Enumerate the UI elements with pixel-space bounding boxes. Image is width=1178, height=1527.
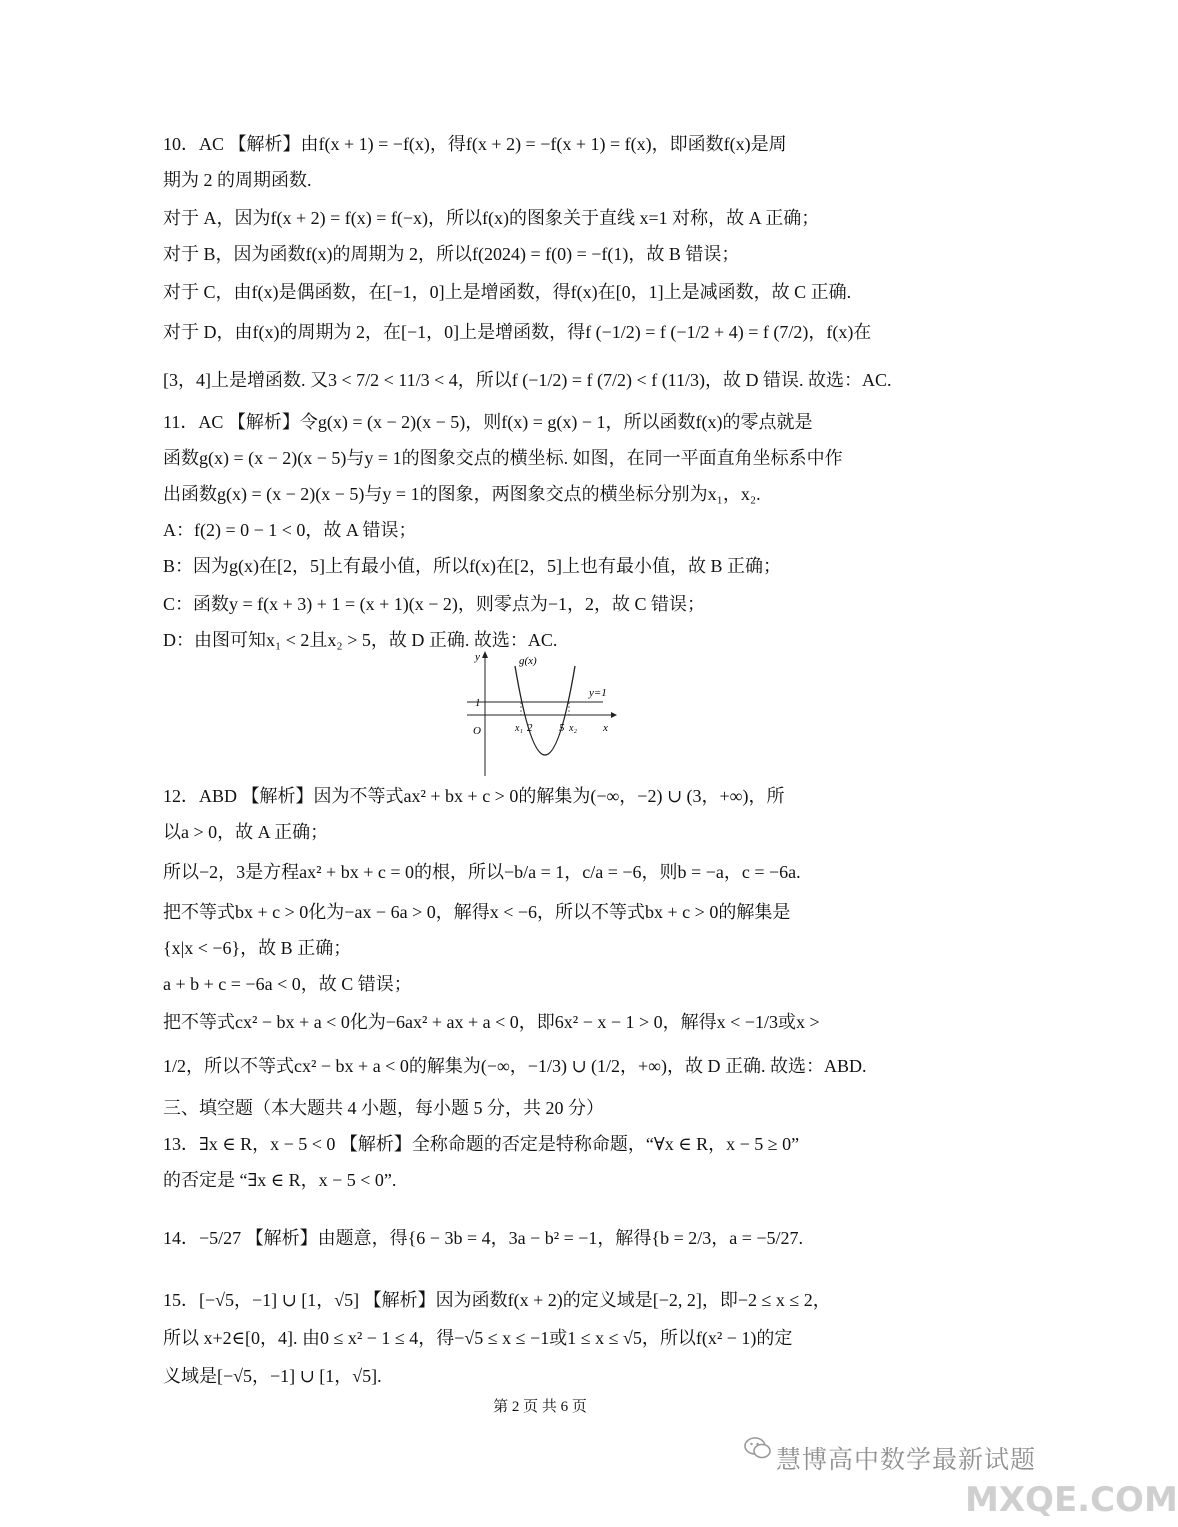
text-line: 把不等式bx + c > 0化为−ax − 6a > 0，解得x < −6，所以不等式bx + c > 0的解集是 — [163, 902, 791, 922]
x-axis-arrow — [611, 712, 617, 718]
text-line: 对于 C，由f(x)是偶函数，在[−1，0]上是增函数，得f(x)在[0，1]上是减函数，故 C 正确. — [163, 282, 852, 302]
text-line: 11．AC 【解析】令g(x) = (x − 2)(x − 5)，则f(x) = g(x) − 1，所以函数f(x)的零点就是 — [163, 412, 813, 432]
label-y1: y=1 — [589, 687, 607, 699]
page-footer: 第 2 页 共 6 页 — [493, 1399, 587, 1415]
label-origin: O — [473, 725, 481, 737]
text-line: a + b + c = −6a < 0，故 C 错误； — [163, 974, 412, 994]
text-line: 出函数g(x) = (x − 2)(x − 5)与y = 1的图象，两图象交点的横坐标分别为x₁，x₂. — [163, 484, 761, 504]
text-line: 对于 B，因为函数f(x)的周期为 2，所以f(2024) = f(0) = −f(1)，故 B 错误； — [163, 244, 740, 264]
label-one: 1 — [475, 697, 481, 709]
label-y: y — [475, 651, 480, 663]
text-line: 函数g(x) = (x − 2)(x − 5)与y = 1的图象交点的横坐标. 如图，在同一平面直角坐标系中作 — [163, 448, 843, 468]
label-two: 2 — [527, 722, 533, 734]
text-line: 10．AC 【解析】由f(x + 1) = −f(x)，得f(x + 2) = −f(x + 1) = f(x)，即函数f(x)是周 — [163, 134, 787, 154]
text-line: 义域是[−√5，−1] ∪ [1，√5]. — [163, 1366, 382, 1386]
label-x2: x₂ — [569, 723, 577, 734]
text-line: {x|x < −6}，故 B 正确； — [163, 938, 352, 958]
text-line: B：因为g(x)在[2，5]上有最小值，所以f(x)在[2，5]上也有最小值，故 B 正确； — [163, 556, 781, 576]
text-line: [3，4]上是增函数. 又3 < 7/2 < 11/3 < 4，所以f (−1/2) = f (7/2) < f (11/3)，故 D 错误. 故选：AC. — [163, 370, 892, 390]
text-line: 15．[−√5，−1] ∪ [1，√5] 【解析】因为函数f(x + 2)的定义域是[−2, 2]，即−2 ≤ x ≤ 2， — [163, 1290, 831, 1310]
section-heading: 三、填空题（本大题共 4 小题，每小题 5 分，共 20 分） — [163, 1098, 604, 1118]
text-line: 12．ABD 【解析】因为不等式ax² + bx + c > 0的解集为(−∞，−2) ∪ (3，+∞)，所 — [163, 786, 785, 806]
text-line: A：f(2) = 0 − 1 < 0，故 A 错误； — [163, 520, 417, 540]
label-x1: x₁ — [515, 723, 523, 734]
text-line: C：函数y = f(x + 3) + 1 = (x + 1)(x − 2)，则零点为−1，2，故 C 错误； — [163, 594, 706, 614]
text-line: 所以 x+2∈[0，4]. 由0 ≤ x² − 1 ≤ 4，得−√5 ≤ x ≤ −1或1 ≤ x ≤ √5，所以f(x² − 1)的定 — [163, 1328, 793, 1348]
text-line: 期为 2 的周期函数. — [163, 170, 312, 190]
parabola-g — [515, 666, 575, 755]
text-line: 所以−2，3是方程ax² + bx + c = 0的根，所以−b/a = 1，c/a = −6，则b = −a，c = −6a. — [163, 862, 801, 882]
label-x: x — [603, 722, 608, 734]
text-line: 以a > 0，故 A 正确； — [163, 822, 329, 842]
wechat-icon — [744, 1436, 772, 1460]
function-graph — [463, 648, 623, 778]
watermark-text: 慧博高中数学最新试题 — [776, 1445, 1037, 1474]
text-line: 把不等式cx² − bx + a < 0化为−6ax² + ax + a < 0，即6x² − x − 1 > 0，解得x < −1/3或x > — [163, 1012, 820, 1032]
text-line: 对于 A，因为f(x + 2) = f(x) = f(−x)，所以f(x)的图象关于直线 x=1 对称，故 A 正确； — [163, 208, 820, 228]
label-five: 5 — [559, 722, 565, 734]
text-line: 13．∃x ∈ R，x − 5 < 0 【解析】全称命题的否定是特称命题，“∀x ∈ R，x − 5 ≥ 0” — [163, 1134, 800, 1154]
text-line: 的否定是 “∃x ∈ R，x − 5 < 0”. — [163, 1170, 397, 1190]
watermark-logo: MXQE.COM — [965, 1480, 1178, 1520]
y-axis-arrow — [482, 651, 488, 658]
text-line: 对于 D，由f(x)的周期为 2，在[−1，0]上是增函数，得f (−1/2) = f (−1/2 + 4) = f (7/2)，f(x)在 — [163, 322, 872, 342]
label-g: g(x) — [519, 655, 537, 667]
text-line: 14．−5/27 【解析】由题意，得{6 − 3b = 4，3a − b² = −1，解得{b = 2/3，a = −5/27. — [163, 1228, 804, 1248]
text-line: D：由图可知x₁ < 2且x₂ > 5，故 D 正确. 故选：AC. — [163, 630, 558, 650]
text-line: 1/2，所以不等式cx² − bx + a < 0的解集为(−∞，−1/3) ∪ (1/2，+∞)，故 D 正确. 故选：ABD. — [163, 1056, 867, 1076]
